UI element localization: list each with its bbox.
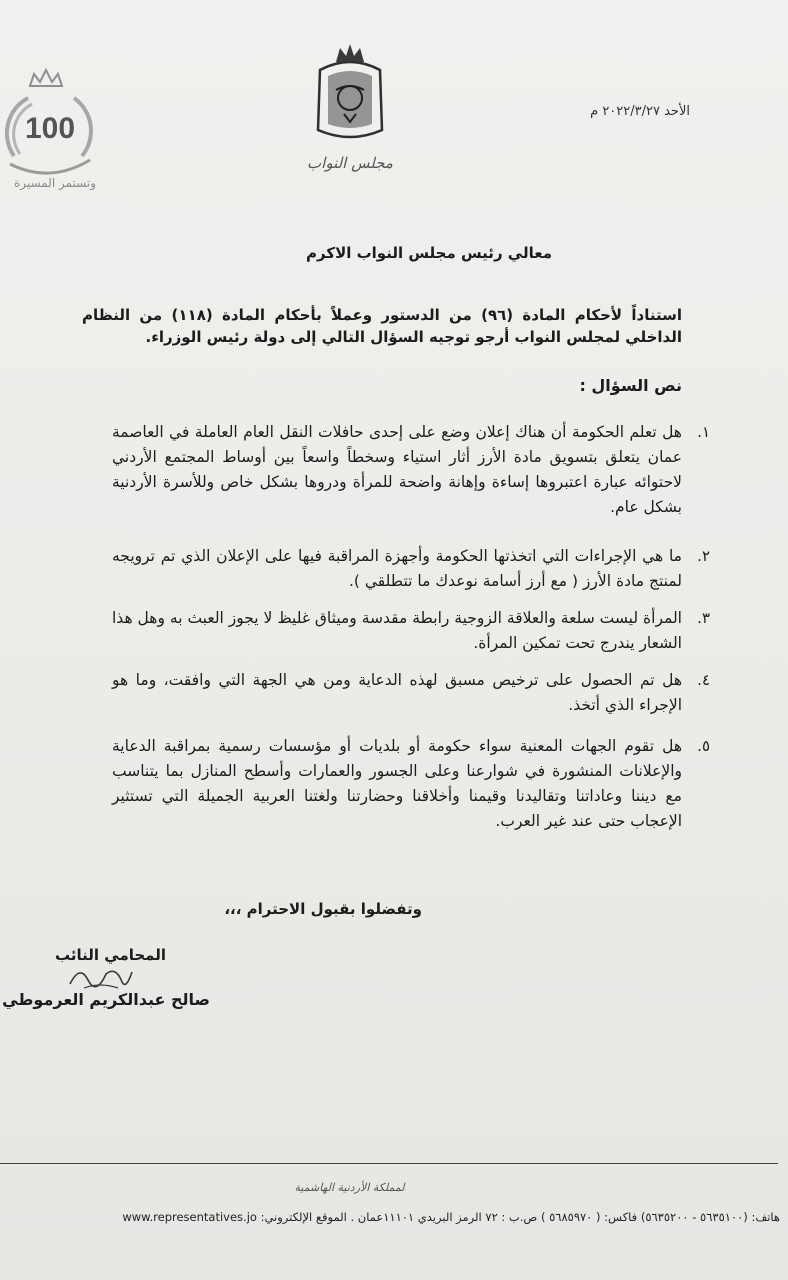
question-number: ٣. xyxy=(697,609,710,627)
letter-date: الأحد ٢٠٢٢/٣/٢٧ م xyxy=(590,104,690,119)
footer-contact: هاتف: (٥٦٣٥١٠٠ - ٥٦٣٥٢٠٠) فاكس: ( ٥٦٨٥٩٧٠ ) ص.ب : ٧٢ الرمز البريدي ١١١٠١عمان . الموقع الإلكتروني: www.representatives.jo xyxy=(122,1210,780,1224)
question-number: ١. xyxy=(697,423,710,441)
signatory-name: صالح عبدالكريم العرموطي xyxy=(2,990,210,1009)
question-item xyxy=(112,606,710,656)
question-text: هل تم الحصول على ترخيص مسبق لهذه الدعاية ومن هي الجهة التي وافقت، وما هو الإجراء الذي أتخذ. xyxy=(112,671,682,714)
question-heading: نص السؤال : xyxy=(579,376,682,395)
question-number: ٥. xyxy=(697,737,710,755)
question-item xyxy=(112,734,710,834)
footer-divider xyxy=(0,1163,778,1164)
intro-paragraph: استناداً لأحكام المادة (٩٦) من الدستور وعملاً بأحكام المادة (١١٨) من النظام الداخلي لمجلس النواب أرجو توجيه السؤال التالي إلى دولة رئيس الوزراء. xyxy=(82,306,682,346)
question-item xyxy=(112,420,710,520)
centennial-number: 100 xyxy=(24,112,76,145)
footer-kingdom-logo xyxy=(296,1176,406,1198)
salutation: معالي رئيس مجلس النواب الاكرم xyxy=(306,244,552,262)
handwritten-signature xyxy=(66,960,136,994)
question-text: هل تعلم الحكومة أن هناك إعلان وضع على إحدى حافلات النقل العام العاملة في العاصمة عمان يتعلق بتسويق مادة الأرز أثار استياء وسخطاً واسعاً بين أوساط المجتمع الأردني لاحتوائه عبارة اعتبروها إساءة وإهانة واضحة للمرأة ودروها بشكل خاص وللأسرة الأردنية بشكل عام. xyxy=(112,423,682,516)
question-item xyxy=(112,544,710,594)
jordan-crest-icon xyxy=(306,40,394,176)
question-number: ٢. xyxy=(697,547,710,565)
centennial-slogan: وتستمر المسيرة xyxy=(14,176,96,190)
question-number: ٤. xyxy=(697,671,710,689)
closing-line: وتفضلوا بقبول الاحترام ،،، xyxy=(224,900,422,918)
question-text: المرأة ليست سلعة والعلاقة الزوجية رابطة مقدسة وميثاق غليظ لا يجوز العبث به وهل هذا الشعار يندرج تحت تمكين المرأة. xyxy=(112,609,682,652)
question-text: هل تقوم الجهات المعنية سواء حكومة أو بلديات أو مؤسسات رسمية بمراقبة الدعاية والإعلانات المنشورة في شوارعنا وعلى الجسور والعمارات وأسطح المنازل بما يتناسب مع ديننا وعاداتنا وتقاليدنا وقيمنا وأخلاقنا وحضارتنا ولغتنا العربية الجميلة التي تستثير الإعجاب حتى عند غير العرب. xyxy=(112,737,682,830)
question-item xyxy=(112,668,710,718)
question-text: ما هي الإجراءات التي اتخذتها الحكومة وأجهزة المراقبة فيها على الإعلان الذي تم ترويجه لمنتج مادة الأرز ( مع أرز أسامة نوعدك ما تتطلقي ). xyxy=(112,547,682,590)
footer-org-name: المملكة الأردنية الهاشمية xyxy=(296,1181,406,1194)
parliament-logo-text: مجلس النواب xyxy=(307,154,393,172)
signatory-title: المحامي النائب xyxy=(55,946,166,964)
parliament-emblem xyxy=(306,40,394,176)
